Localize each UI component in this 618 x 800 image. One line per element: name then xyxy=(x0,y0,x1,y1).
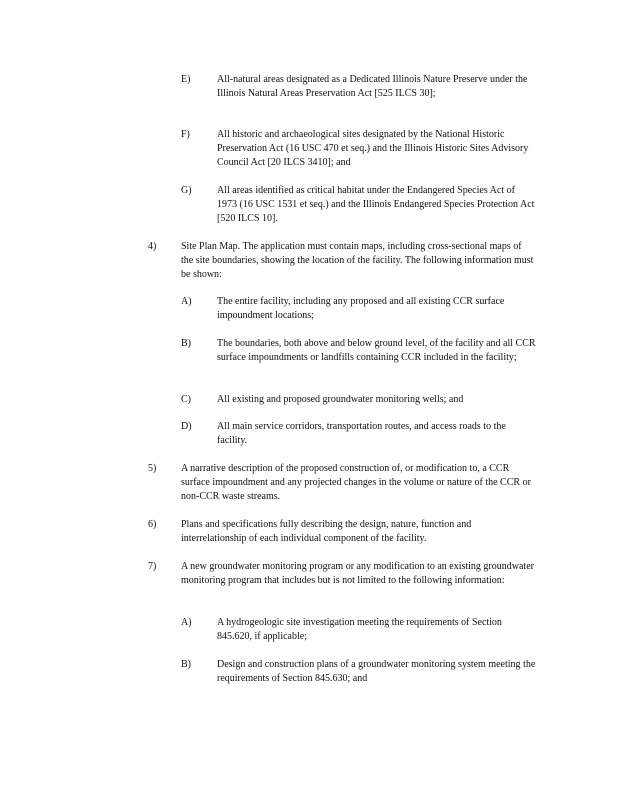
item-marker: E) xyxy=(181,74,191,85)
item-marker: A) xyxy=(181,296,192,307)
item-text: The entire facility, including any proposed and all existing CCR surface impoundment locations; xyxy=(217,296,505,321)
item-marker: 7) xyxy=(148,561,157,572)
item-marker: B) xyxy=(181,338,191,349)
item-text: All areas identified as critical habitat under the Endangered Species Act of 1973 (16 USC 1531 et seq.) and the Illinois Endangered Species Protection Act [520 ILCS 10]. xyxy=(217,185,535,224)
item-text: A new groundwater monitoring program or any modification to an existing groundwater monitoring program that includes but is not limited to the following information: xyxy=(181,561,534,586)
item-marker: D) xyxy=(181,421,192,432)
item-text: The boundaries, both above and below ground level, of the facility and all CCR surface impoundments or landfills containing CCR included in the facility; xyxy=(217,338,536,363)
item-marker: G) xyxy=(181,185,192,196)
item-text: All main service corridors, transportation routes, and access roads to the facility. xyxy=(217,421,506,446)
item-marker: F) xyxy=(181,129,190,140)
item-text: All historic and archaeological sites designated by the National Historic Preservation Act (16 USC 470 et seq.) and the Illinois Historic Sites Advisory Council Act [20 ILCS 3410]; and xyxy=(217,129,529,168)
item-marker: A) xyxy=(181,617,192,628)
item-text: All existing and proposed groundwater monitoring wells; and xyxy=(217,394,464,405)
item-text: Site Plan Map. The application must contain maps, including cross-sectional maps of the site boundaries, showing the location of the facility. The following information must be shown: xyxy=(181,241,534,280)
item-text: All-natural areas designated as a Dedicated Illinois Nature Preserve under the Illinois Natural Areas Preservation Act [525 ILCS 30]; xyxy=(217,74,528,99)
item-marker: 6) xyxy=(148,519,157,530)
item-text: A hydrogeologic site investigation meeting the requirements of Section 845.620, if applicable; xyxy=(217,617,502,642)
item-marker: 4) xyxy=(148,241,157,252)
item-text: Plans and specifications fully describing the design, nature, function and interrelationship of each individual component of the facility. xyxy=(181,519,472,544)
item-marker: C) xyxy=(181,394,191,405)
item-marker: 5) xyxy=(148,463,157,474)
item-marker: B) xyxy=(181,659,191,670)
item-text: A narrative description of the proposed construction of, or modification to, a CCR surface impoundment and any projected changes in the volume or nature of the CCR or non-CCR waste streams. xyxy=(181,463,531,502)
item-text: Design and construction plans of a groundwater monitoring system meeting the requirements of Section 845.630; and xyxy=(217,659,536,684)
